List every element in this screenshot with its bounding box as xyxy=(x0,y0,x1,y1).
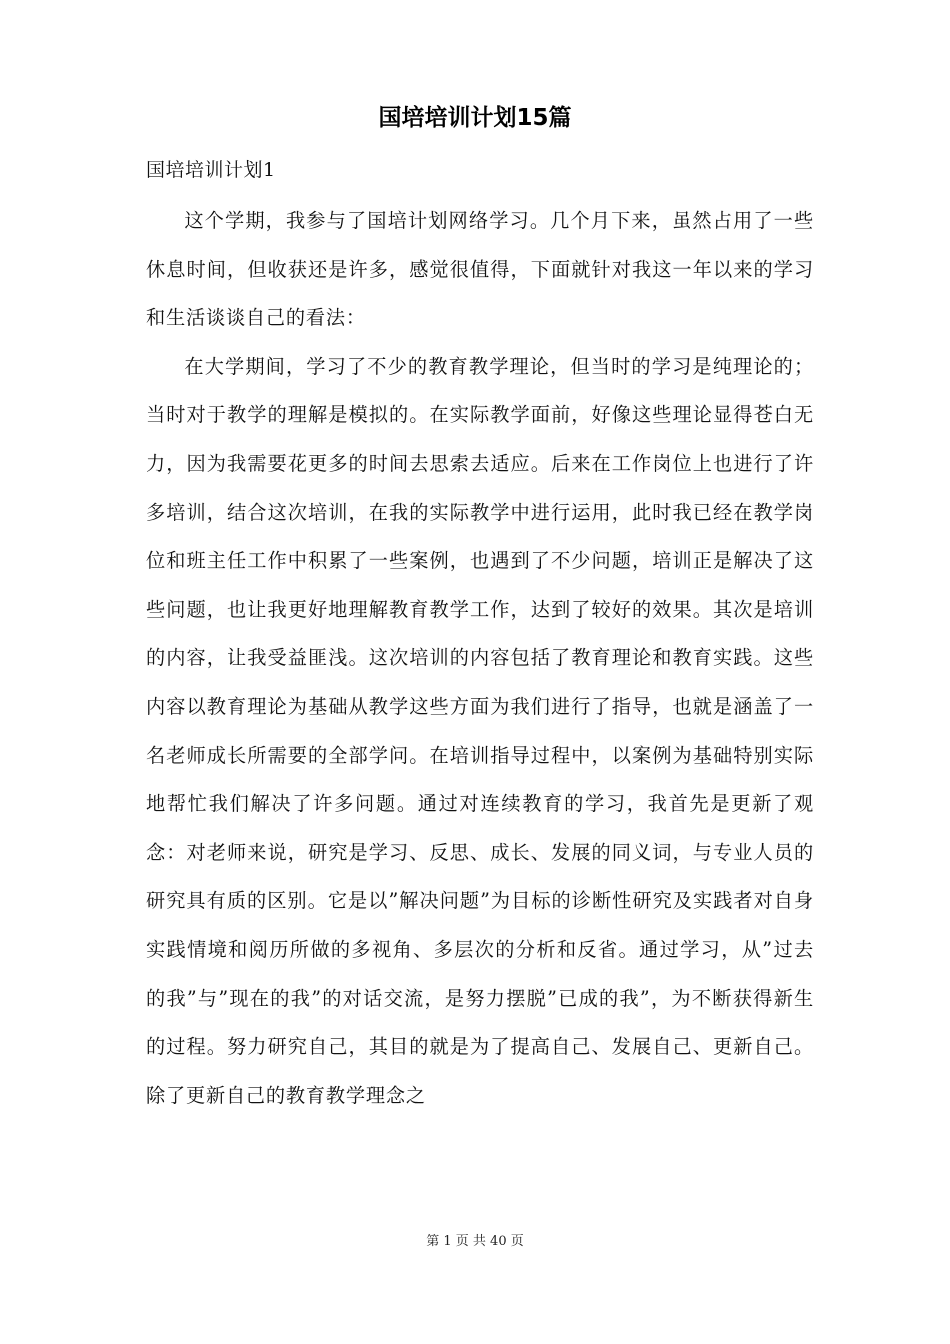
document-title: 国培培训计划15篇 xyxy=(378,105,572,131)
paragraph-intro: 这个学期，我参与了国培计划网络学习。几个月下来，虽然占用了一些休息时间，但收获还是许多，感觉很值得，下面就针对我这一年以来的学习和生活谈谈自己的看法： xyxy=(146,209,814,330)
section-heading: 国培培训计划1 xyxy=(146,159,276,181)
paragraph-main: 在大学期间，学习了不少的教育教学理论，但当时的学习是纯理论的；当时对于教学的理解是模拟的。在实际教学面前，好像这些理论显得苍白无力，因为我需要花更多的时间去思索去适应。后来在工作岗位上也进行了许多培训，结合这次培训，在我的实际教学中进行运用，此时我已经在教学岗位和班主任工作中积累了一些案例，也遇到了不少问题，培训正是解决了这些问题，也让我更好地理解教育教学工作，达到了较好的效果。其次是培训的内容，让我受益匪浅。这次培训的内容包括了教育理论和教育实践。这些内容以教育理论为基础从教学这些方面为我们进行了指导，也就是涵盖了一名老师成长所需要的全部学问。在培训指导过程中，以案例为基础特别实际地帮忙我们解决了许多问题。通过对连续教育的学习，我首先是更新了观念：对老师来说，研究是学习、反思、成长、发展的同义词，与专业人员的研究具有质的区别。它是以”解决问题”为目标的诊断性研究及实践者对自身实践情境和阅历所做的多视角、多层次的分析和反省。通过学习，从”过去的我”与”现在的我”的对话交流，是努力摆脱”已成的我”，为不断获得新生的过程。努力研究自己，其目的就是为了提高自己、发展自己、更新自己。除了更新自己的教育教学理念之 xyxy=(146,354,814,1107)
document-body xyxy=(146,197,814,1120)
page-number-footer: 第 1 页 共 40 页 xyxy=(426,1234,524,1249)
